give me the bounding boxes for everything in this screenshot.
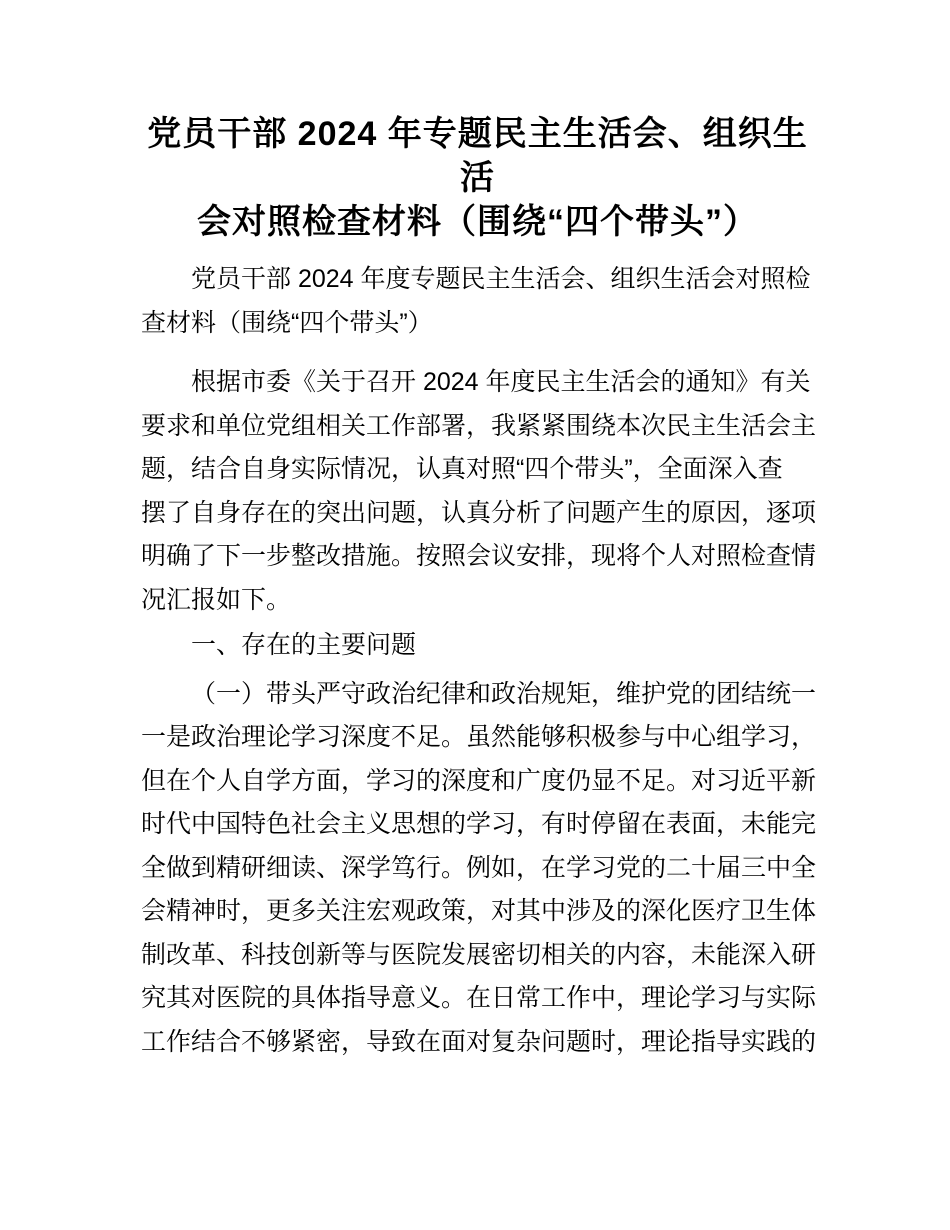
body-paragraph-1 [141, 673, 817, 1065]
intro-line-4: 摆了自身存在的突出问题，认真分析了问题产生的原因，逐项 [141, 498, 817, 527]
document-title [141, 112, 814, 244]
subtitle-line-2: 查材料（围绕“四个带头”） [141, 308, 433, 337]
body-line-5: 全做到精研细读、深学笃行。例如，在学习党的二十届三中全 [141, 853, 817, 882]
body-line-6: 会精神时，更多关注宏观政策，对其中涉及的深化医疗卫生体 [141, 897, 817, 925]
intro-line-3: 题，结合自身实际情况，认真对照“四个带头”，全面深入查 [141, 455, 783, 483]
title-line-1: 党员干部 2024 年专题民主生活会、组织生活 [147, 115, 808, 197]
intro-paragraph [141, 361, 817, 622]
section-heading-1 [141, 624, 814, 668]
body-line-4: 时代中国特色社会主义思想的学习，有时停留在表面，未能完 [141, 810, 817, 838]
subtitle-line-1: 党员干部 2024 年度专题民主生活会、组织生活会对照检 [191, 265, 811, 293]
title-line-2: 会对照检查材料（围绕“四个带头”） [197, 203, 758, 241]
body-line-7: 制改革、科技创新等与医院发展密切相关的内容，未能深入研 [141, 940, 817, 969]
body-line-2: 一是政治理论学习深度不足。虽然能够积极参与中心组学习， [141, 723, 817, 751]
intro-line-2: 要求和单位党组相关工作部署，我紧紧围绕本次民主生活会主 [141, 411, 817, 440]
body-line-1: （一）带头严守政治纪律和政治规矩，维护党的团结统一 [191, 679, 817, 708]
intro-line-5: 明确了下一步整改措施。按照会议安排，现将个人对照检查情 [141, 542, 817, 570]
intro-line-1: 根据市委《关于召开 2024 年度民主生活会的通知》有关 [191, 368, 811, 396]
body-line-9: 工作结合不够紧密，导致在面对复杂问题时，理论指导实践的 [141, 1027, 817, 1056]
subtitle-paragraph [141, 258, 814, 345]
body-line-8: 究其对医院的具体指导意义。在日常工作中，理论学习与实际 [141, 984, 817, 1012]
intro-line-6: 况汇报如下。 [141, 585, 292, 614]
section-heading-1-text: 一、存在的主要问题 [191, 631, 417, 659]
body-line-3: 但在个人自学方面，学习的深度和广度仍显不足。对习近平新 [141, 766, 817, 795]
